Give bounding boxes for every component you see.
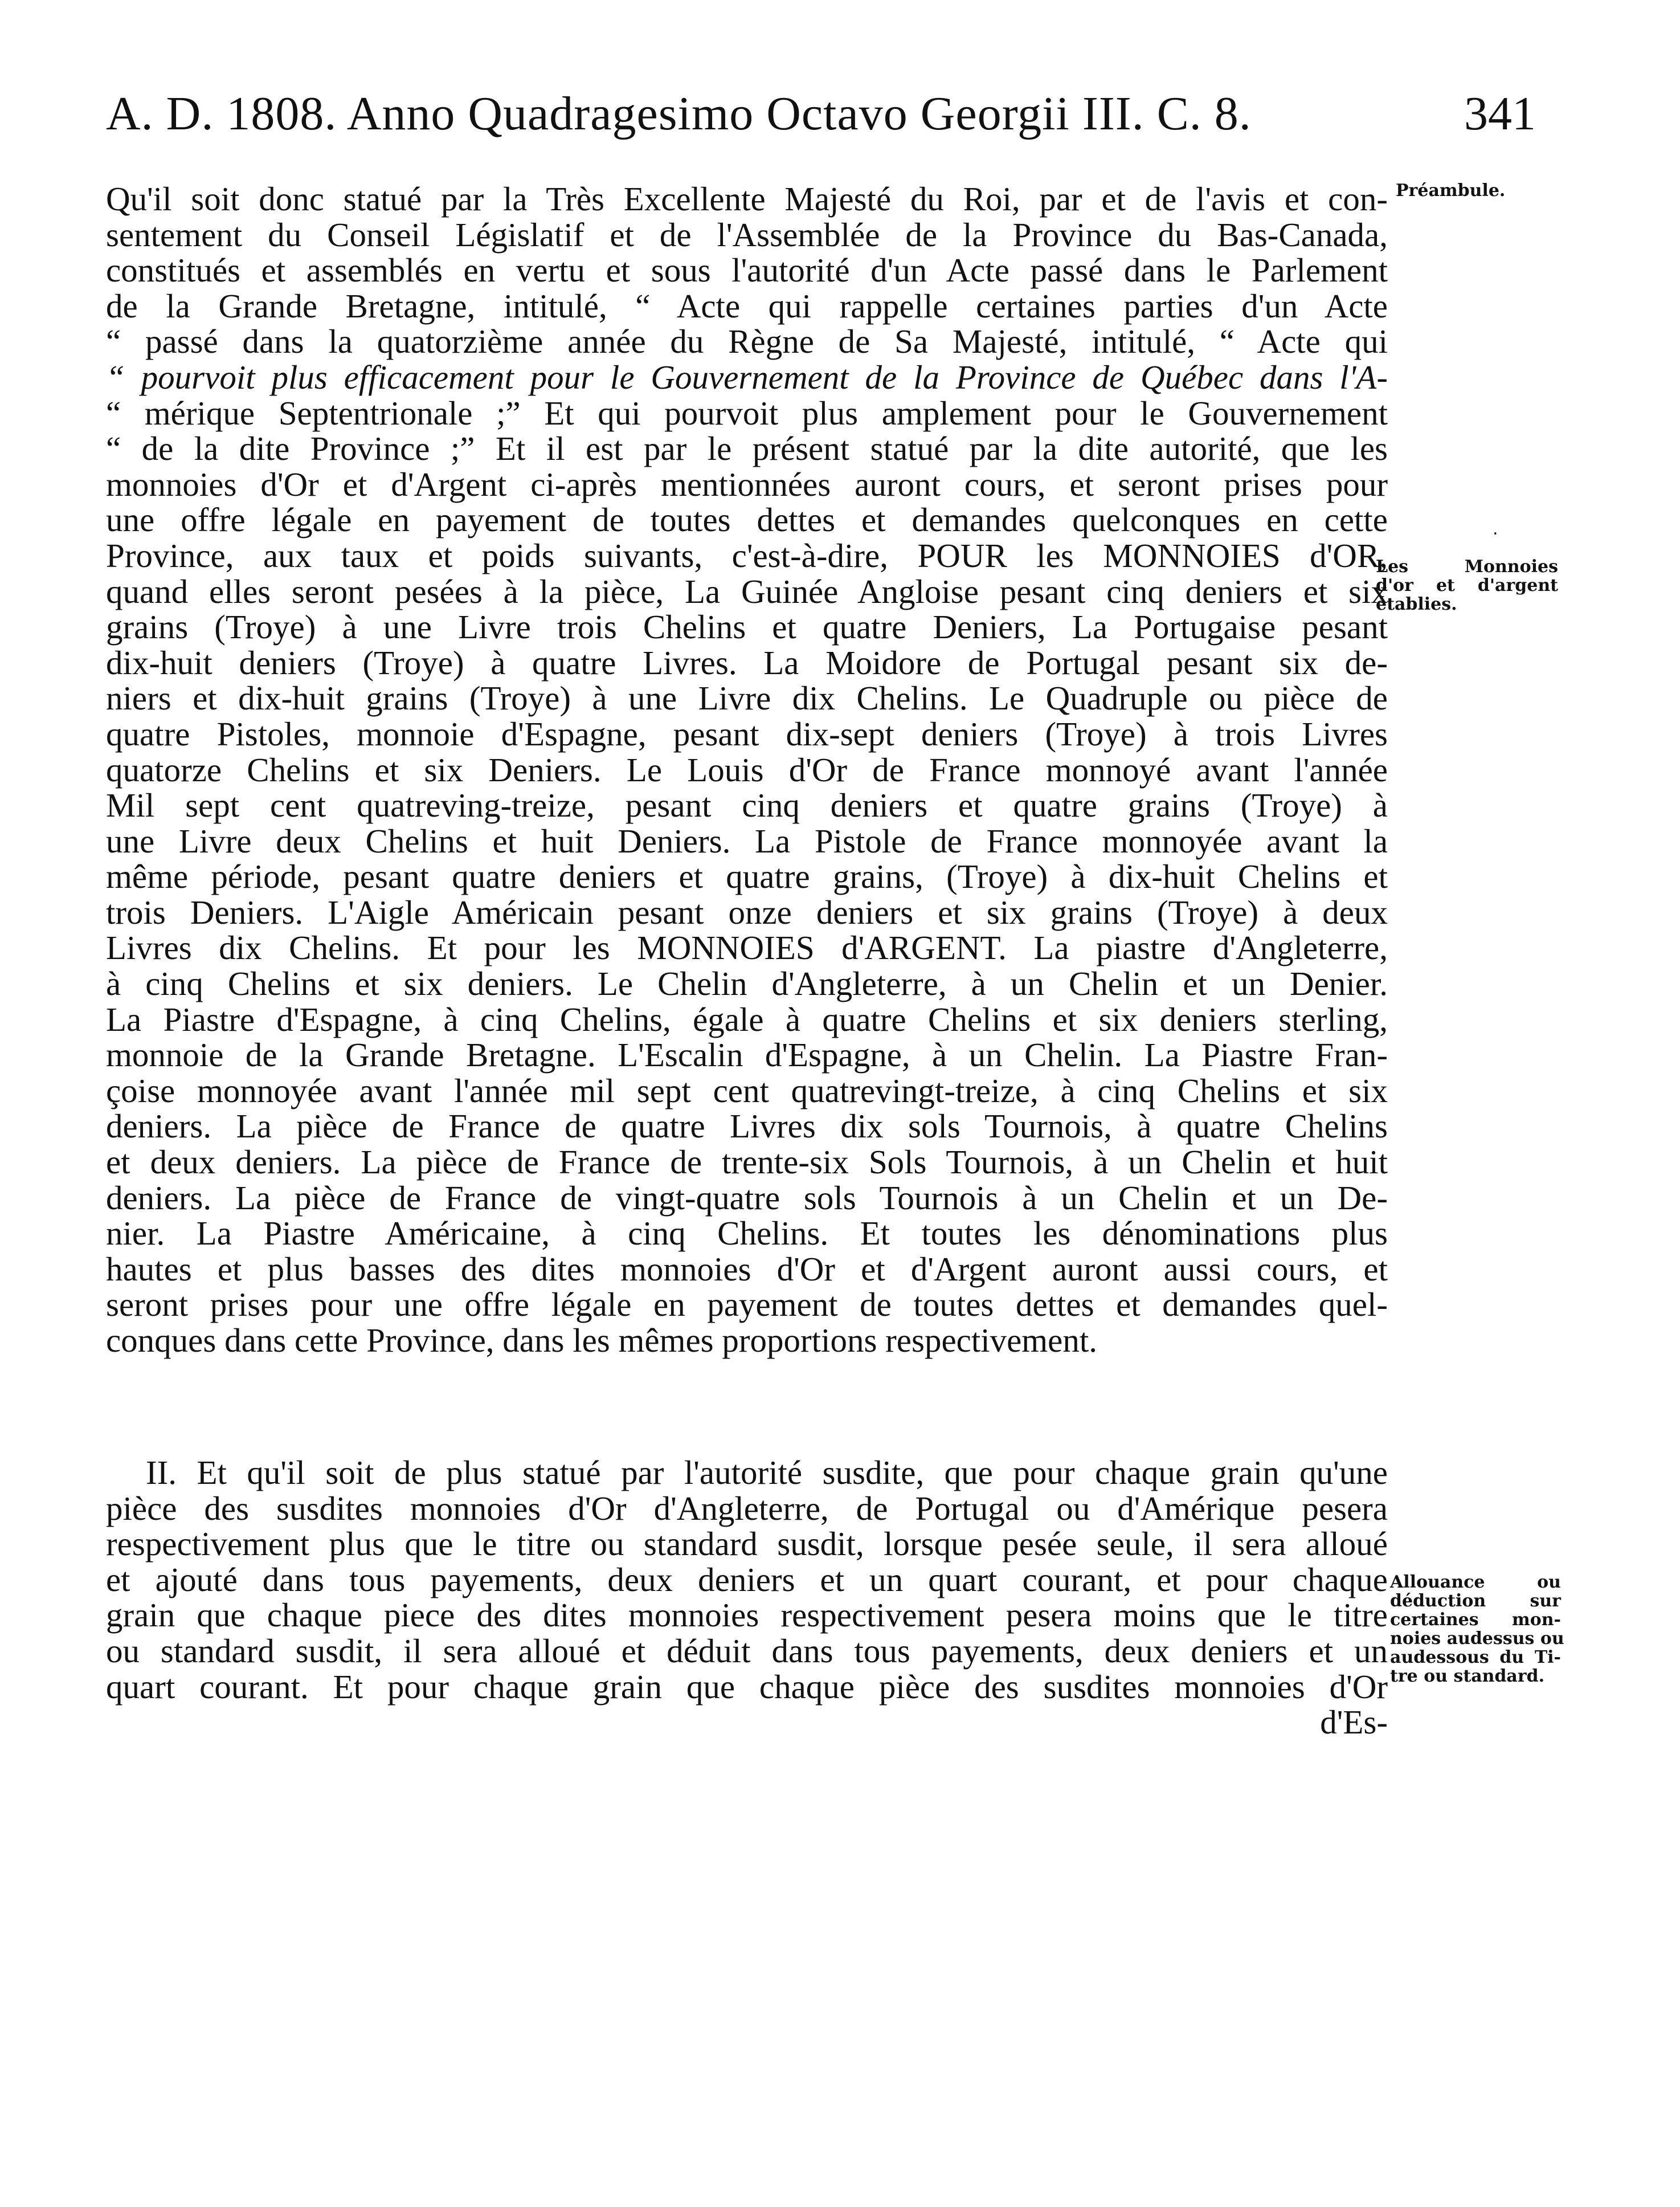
- text-line: Mil sept cent quatreving-treize, pesant cinq deniers et quatre grains (Troye) à: [106, 786, 1388, 825]
- text-line: “ mérique Septentrionale ;” Et qui pourvoit plus amplement pour le Gouvernement: [106, 394, 1388, 432]
- margin-note-line: établies.: [1376, 594, 1457, 614]
- text-line: quatorze Chelins et six Deniers. Le Louis d'Or de France monnoyé avant l'année: [106, 750, 1388, 789]
- text-line: constitués et assemblés en vertu et sous l'autorité d'un Acte passé dans le Parlement: [106, 251, 1388, 289]
- text-line: quart courant. Et pour chaque grain que chaque pièce des susdites monnoies d'Or: [106, 1667, 1388, 1706]
- text-line: une offre légale en payement de toutes dettes et demandes quelconques en cette: [106, 501, 1388, 539]
- margin-note-line: déduction sur: [1390, 1591, 1561, 1611]
- text-line: deniers. La pièce de France de vingt-quatre sols Tournois à un Chelin et un De-: [106, 1178, 1388, 1217]
- text-line: çoise monnoyée avant l'année mil sept cent quatrevingt-treize, à cinq Chelins et six: [106, 1071, 1388, 1109]
- text-line: quand elles seront pesées à la pièce, La Guinée Angloise pesant cinq deniers et six: [106, 572, 1388, 610]
- text-line: “ de la dite Province ;” Et il est par le présent statué par la dite autorité, que les: [106, 430, 1388, 468]
- text-line: pièce des susdites monnoies d'Or d'Angleterre, de Portugal ou d'Amérique pesera: [106, 1489, 1388, 1527]
- stray-mark: ‧: [1493, 524, 1498, 544]
- page-number: 341: [1464, 87, 1536, 140]
- text-line: deniers. La pièce de France de quatre Livres dix sols Tournois, à quatre Chelins: [106, 1107, 1388, 1145]
- margin-note-preamble: [1396, 181, 1538, 200]
- text-line: même période, pesant quatre deniers et quatre grains, (Troye) à dix-huit Chelins et: [106, 858, 1388, 896]
- text-line: dix-huit deniers (Troye) à quatre Livres. La Moidore de Portugal pesant six de-: [106, 643, 1388, 682]
- margin-note-allouance: [1390, 1572, 1564, 1686]
- text-line: et deux deniers. La pièce de France de trente-six Sols Tournois, à un Chelin et huit: [106, 1143, 1388, 1181]
- text-line: ou standard susdit, il sera alloué et déduit dans tous payements, deux deniers et un: [106, 1631, 1388, 1670]
- margin-note-line: Allouance ou: [1390, 1572, 1561, 1592]
- text-line: II. Et qu'il soit de plus statué par l'autorité susdite, que pour chaque grain qu'une: [146, 1454, 1388, 1491]
- section-2-text: [106, 1455, 1388, 1740]
- text-line: nier. La Piastre Américaine, à cinq Chelins. Et toutes les dénominations plus: [106, 1214, 1388, 1253]
- text-line: Province, aux taux et poids suivants, c'est-à-dire, POUR les MONNOIES d'OR,: [106, 536, 1388, 574]
- text-line: grain que chaque piece des dites monnoies respectivement pesera moins que le titre: [106, 1596, 1388, 1634]
- margin-note-line: tre ou standard.: [1390, 1666, 1545, 1686]
- running-head: A. D. 1808. Anno Quadragesimo Octavo Georgii III. C. 8.: [106, 87, 1252, 140]
- text-line: trois Deniers. L'Aigle Américain pesant onze deniers et six grains (Troye) à deux: [106, 893, 1388, 931]
- text-line: grains (Troye) à une Livre trois Chelins et quatre Deniers, La Portugaise pesant: [106, 608, 1388, 646]
- text-line: de la Grande Bretagne, intitulé, “ Acte qui rappelle certaines parties d'un Acte: [106, 287, 1388, 325]
- text-line: Qu'il soit donc statué par la Très Excellente Majesté du Roi, par et de l'avis et con-: [106, 180, 1388, 218]
- text-line: La Piastre d'Espagne, à cinq Chelins, égale à quatre Chelins et six deniers sterling,: [106, 1000, 1388, 1038]
- text-line: monnoie de la Grande Bretagne. L'Escalin d'Espagne, à un Chelin. La Piastre Fran-: [106, 1036, 1388, 1074]
- text-line: niers et dix-huit grains (Troye) à une Livre dix Chelins. Le Quadruple ou pièce de: [106, 679, 1388, 717]
- text-line: et ajouté dans tous payements, deux deniers et un quart courant, et pour chaque: [106, 1560, 1388, 1598]
- text-line: “ pourvoit plus efficacement pour le Gouvernement de la Province de Québec dans l'A-: [106, 358, 1388, 396]
- text-line: monnoies d'Or et d'Argent ci-après mentionnées auront cours, et seront prises pour: [106, 465, 1388, 503]
- text-line: seront prises pour une offre légale en payement de toutes dettes et demandes quel-: [106, 1286, 1388, 1324]
- text-line: Livres dix Chelins. Et pour les MONNOIES d'ARGENT. La piastre d'Angleterre,: [106, 929, 1388, 967]
- section-1-preamble-text: [106, 181, 1388, 1359]
- text-line: respectivement plus que le titre ou standard susdit, lorsque pesée seule, il sera alloué: [106, 1525, 1388, 1563]
- text-line: quatre Pistoles, monnoie d'Espagne, pesant dix-sept deniers (Troye) à trois Livres: [106, 715, 1388, 753]
- text-line: une Livre deux Chelins et huit Deniers. La Pistole de France monnoyée avant la: [106, 822, 1388, 860]
- text-line: conques dans cette Province, dans les mêmes proportions respectivement.: [106, 1321, 1098, 1359]
- text-line: à cinq Chelins et six deniers. Le Chelin d'Angleterre, à un Chelin et un Denier.: [106, 965, 1388, 1003]
- margin-note-line: noies audessus ou: [1390, 1629, 1564, 1649]
- text-line: hautes et plus basses des dites monnoies d'Or et d'Argent auront aussi cours, et: [106, 1250, 1388, 1288]
- margin-note-line: Les Monnoies: [1376, 557, 1558, 577]
- text-line: “ passé dans la quatorzième année du Règne de Sa Majesté, intitulé, “ Acte qui: [106, 323, 1388, 361]
- margin-note-line: d'or et d'argent: [1376, 576, 1558, 595]
- margin-note-monnoies: [1376, 557, 1558, 614]
- margin-note-line: Préambule.: [1396, 181, 1506, 201]
- margin-note-line: certaines mon-: [1390, 1610, 1561, 1630]
- margin-note-line: audessous du Ti-: [1390, 1647, 1561, 1667]
- catchword: d'Es-: [1320, 1703, 1388, 1741]
- text-line: sentement du Conseil Législatif et de l'Assemblée de la Province du Bas-Canada,: [106, 215, 1388, 254]
